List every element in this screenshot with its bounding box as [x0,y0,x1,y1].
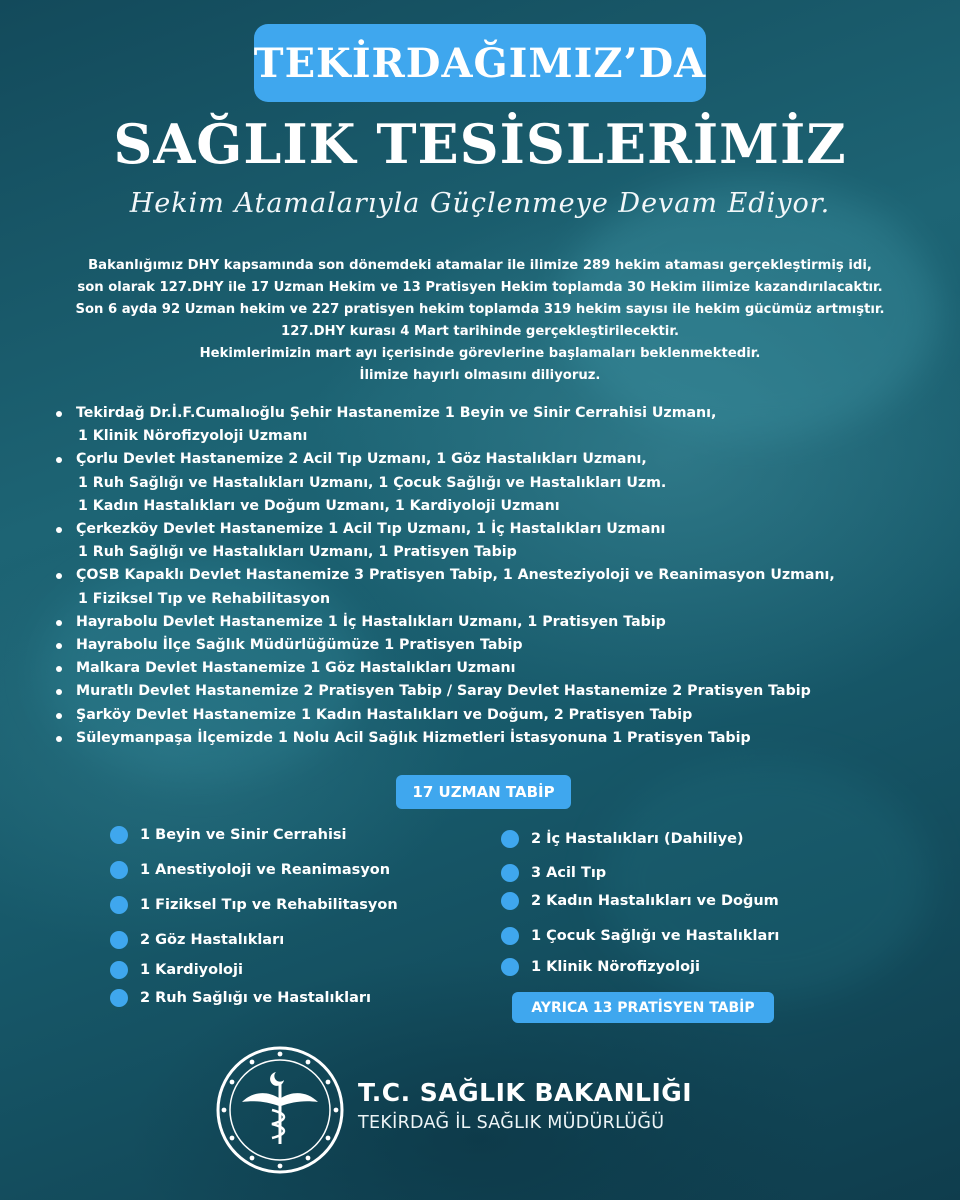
intro-line: Bakanlığımız DHY kapsamında son dönemdeki atamalar ile ilimize 289 hekim ataması gerçekleştirmiş idi, [88,258,872,273]
list-item-text: 1 Ruh Sağlığı ve Hastalıkları Uzmanı, 1 Çocuk Sağlığı ve Hastalıkları Uzm. [78,474,667,491]
pratisyen-tabip-badge: AYRICA 13 PRATİSYEN TABİP [512,992,774,1023]
list-item [52,402,952,448]
specialty-label: 2 Göz Hastalıkları [140,932,285,948]
list-item-text: Tekirdağ Dr.İ.F.Cumalıoğlu Şehir Hastanemize 1 Beyin ve Sinir Cerrahisi Uzmanı, [76,405,717,421]
ministry-title: T.C. SAĞLIK BAKANLIĞI [358,1078,693,1107]
specialty-item [501,830,744,848]
bullet-dot-icon [501,830,519,848]
list-item-text: Hayrabolu Devlet Hastanemize 1 İç Hastalıkları Uzmanı, 1 Pratisyen Tabip [76,613,666,630]
intro-line: Hekimlerimizin mart ayı içerisinde görevlerine başlamaları beklenmektedir. [199,346,761,361]
bullet-dot-icon [501,864,519,882]
specialty-label: 1 Fiziksel Tıp ve Rehabilitasyon [140,897,398,913]
list-item [52,564,952,610]
list-item-text: Çorlu Devlet Hastanemize 2 Acil Tıp Uzmanı, 1 Göz Hastalıkları Uzmanı, [76,451,647,468]
list-item-text: 1 Kadın Hastalıkları ve Doğum Uzmanı, 1 Kardiyoloji Uzmanı [78,497,560,514]
specialty-label: 1 Beyin ve Sinir Cerrahisi [140,827,347,843]
specialty-item [110,961,243,979]
list-item-text: Hayrabolu İlçe Sağlık Müdürlüğümüze 1 Pratisyen Tabip [76,637,523,654]
title-banner [254,24,706,102]
facility-list [52,402,952,750]
ministry-logo-icon [216,1046,344,1174]
list-item-text: Muratlı Devlet Hastanemize 2 Pratisyen Tabip / Saray Devlet Hastanemize 2 Pratisyen Tabip [76,683,811,700]
bullet-dot-icon [110,989,128,1007]
specialty-item [501,864,606,882]
specialty-label: 1 Kardiyoloji [140,962,243,978]
directorate-title: TEKİRDAĞ İL SAĞLIK MÜDÜRLÜĞÜ [358,1113,665,1133]
list-item [52,448,952,518]
intro-line: 127.DHY kurası 4 Mart tarihinde gerçekleştirilecektir. [281,324,679,339]
list-item-text: Süleymanpaşa İlçemizde 1 Nolu Acil Sağlık Hizmetleri İstasyonuna 1 Pratisyen Tabip [76,729,751,746]
specialty-label: 3 Acil Tıp [531,865,607,881]
specialty-item [501,892,779,910]
intro-line: son olarak 127.DHY ile 17 Uzman Hekim ve 13 Pratisyen Hekim toplamda 30 Hekim ilimize kazandırılacaktır. [77,280,883,295]
bullet-dot-icon [110,826,128,844]
list-item-text: ÇOSB Kapaklı Devlet Hastanemize 3 Pratisyen Tabip, 1 Anesteziyoloji ve Reanimasyon Uzmanı, [76,567,835,584]
specialty-label: 1 Klinik Nörofizyoloji [531,959,700,975]
list-item-text: 1 Fiziksel Tıp ve Rehabilitasyon [78,590,331,607]
list-item-text: 1 Klinik Nörofizyoloji Uzmanı [78,428,308,445]
specialty-item [110,896,398,914]
specialty-label: 1 Anestiyoloji ve Reanimasyon [140,862,391,878]
intro-line: Son 6 ayda 92 Uzman hekim ve 227 pratisyen hekim toplamda 319 hekim sayısı ile hekim gücümüz artmıştır. [75,302,885,317]
bullet-dot-icon [110,961,128,979]
list-item [52,727,952,750]
list-item-text: Şarköy Devlet Hastanemize 1 Kadın Hastalıkları ve Doğum, 2 Pratisyen Tabip [76,706,693,723]
list-item [52,680,952,703]
title-line2: SAĞLIK TESİSLERİMİZ [113,112,847,176]
specialty-item [110,989,371,1007]
specialty-item [501,927,779,945]
bullet-dot-icon [110,896,128,914]
bullet-dot-icon [501,958,519,976]
specialty-label: 2 Kadın Hastalıkları ve Doğum [531,893,779,909]
bullet-dot-icon [501,927,519,945]
specialty-item [110,931,284,949]
list-item [52,611,952,634]
subtitle: Hekim Atamalarıyla Güçlenmeye Devam Ediyor. [129,188,831,219]
specialty-item [110,826,347,844]
specialty-item [501,958,700,976]
specialty-label: 2 İç Hastalıkları (Dahiliye) [531,831,744,847]
list-item [52,704,952,727]
list-item-text: Malkara Devlet Hastanemize 1 Göz Hastalıkları Uzmanı [76,660,516,677]
bullet-dot-icon [110,861,128,879]
intro-paragraph [20,255,940,387]
uzman-tabip-badge: 17 UZMAN TABİP [396,775,571,809]
list-item [52,634,952,657]
specialty-label: 2 Ruh Sağlığı ve Hastalıkları [140,990,372,1006]
list-item-text: 1 Ruh Sağlığı ve Hastalıkları Uzmanı, 1 Pratisyen Tabip [78,544,517,561]
bullet-dot-icon [501,892,519,910]
intro-line: İlimize hayırlı olmasını diliyoruz. [359,368,601,383]
title-line1: TEKİRDAĞIMIZ’DA [253,39,707,87]
list-item-text: Çerkezköy Devlet Hastanemize 1 Acil Tıp Uzmanı, 1 İç Hastalıkları Uzmanı [76,521,666,538]
list-item [52,518,952,564]
specialty-label: 1 Çocuk Sağlığı ve Hastalıkları [531,928,780,944]
list-item [52,657,952,680]
specialty-item [110,861,390,879]
bullet-dot-icon [110,931,128,949]
